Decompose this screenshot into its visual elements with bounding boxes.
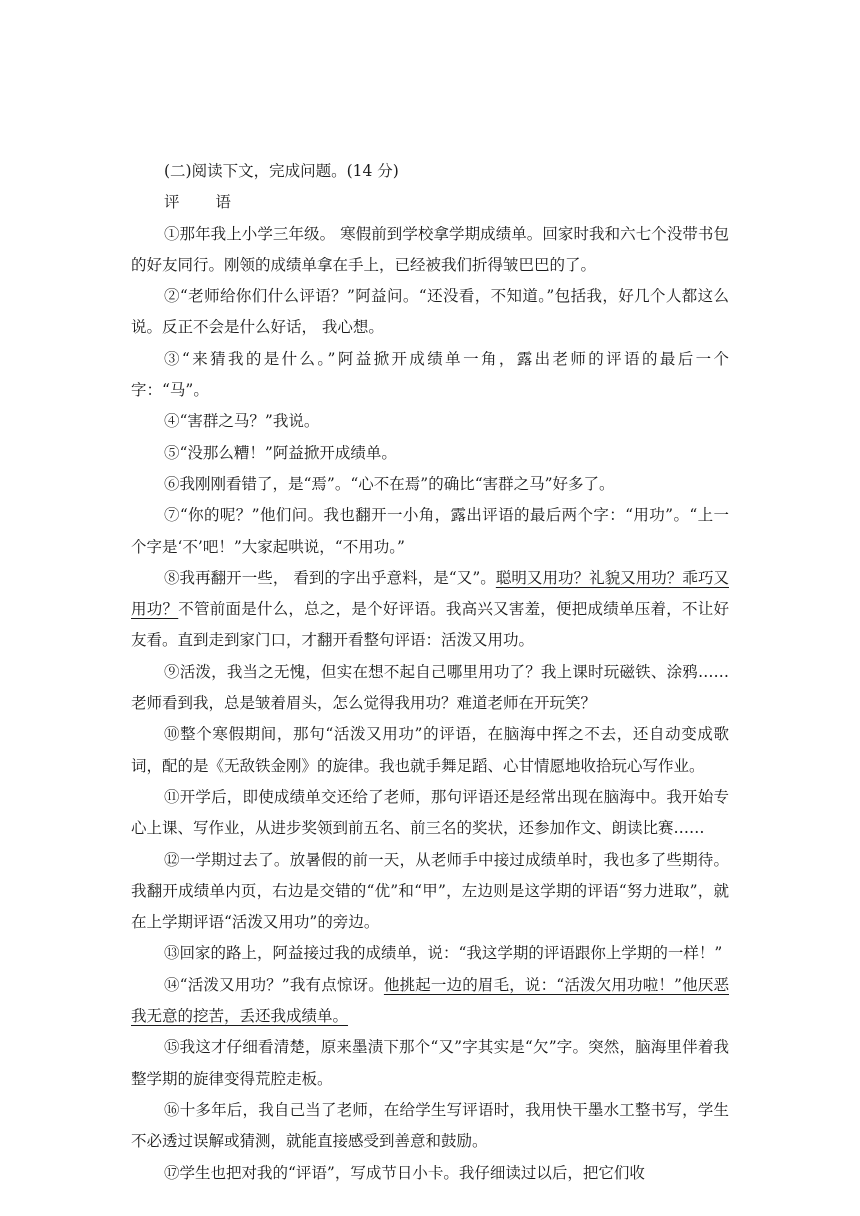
- underlined-sentence-1: 聪明又用功？礼貌又用功？乖巧又用功？: [131, 568, 729, 619]
- paragraph-8: [131, 563, 729, 657]
- paragraph-13: ⑬回家的路上，阿益接过我的成绩单，说：“我这学期的评语跟你上学期的一样！”: [164, 944, 723, 963]
- paragraph-14-lead: ⑭“活泼又用功？”我有点惊讶。: [164, 975, 384, 994]
- paragraph-15: ⑮我这才仔细看清楚，原来墨渍下那个“又”字其实是“欠”字。突然，脑海里伴着我整学期的旋律变得荒腔走板。: [131, 1038, 729, 1088]
- paragraph-14: [131, 970, 729, 1033]
- paragraph-12: ⑫一学期过去了。放暑假的前一天，从老师手中接过成绩单时，我也多了些期待。我翻开成绩单内页，右边是交错的“优”和“甲”，左边则是这学期的评语“努力进取”，就在上学期评语“活泼又用功”的旁边。: [131, 850, 729, 932]
- passage-body: [131, 156, 729, 1189]
- paragraph-8-tail: 不管前面是什么，总之，是个好评语。我高兴又害羞，便把成绩单压着，不让好友看。直到走到家门口，才翻开看整句评语：活泼又用功。: [131, 600, 729, 650]
- paragraph-5: ⑤“没那么糟！”阿益掀开成绩单。: [164, 443, 397, 462]
- passage-title-text: 评 语: [164, 193, 247, 212]
- paragraph-7: ⑦“你的呢？”他们问。我也翻开一小角，露出评语的最后两个字：“用功”。“上一个字是‘不’吧！”大家起哄说，“不用功。”: [131, 506, 729, 556]
- paragraph-17: ⑰学生也把对我的“评语”，写成节日小卡。我仔细读过以后，把它们收: [164, 1163, 645, 1182]
- paragraph-10: ⑩整个寒假期间，那句“活泼又用功”的评语，在脑海中挥之不去，还自动变成歌词，配的是《无敌铁金刚》的旋律。我也就手舞足蹈、心甘情愿地收拾玩心写作业。: [131, 725, 729, 775]
- paragraph-11: ⑪开学后，即使成绩单交还给了老师，那句评语还是经常出现在脑海中。我开始专心上课、写作业，从进步奖领到前五名、前三名的奖状，还参加作文、朗读比赛……: [131, 787, 729, 838]
- paragraph-8-lead: ⑧我再翻开一些， 看到的字出乎意料，是“又”。: [164, 568, 496, 587]
- paragraph-9: ⑨活泼，我当之无愧，但实在想不起自己哪里用功了？我上课时玩磁铁、涂鸦……老师看到我，总是皱着眉头，怎么觉得我用功？难道老师在开玩笑？: [131, 662, 729, 713]
- paragraph-16: ⑯十多年后，我自己当了老师，在给学生写评语时，我用快干墨水工整书写，学生不必透过误解或猜测，就能直接感受到善意和鼓励。: [131, 1100, 729, 1151]
- passage-title: [131, 187, 729, 218]
- paragraph-2: ②“老师给你们什么评语？”阿益问。“还没看，不知道。”包括我，好几个人都这么说。反正不会是什么好话， 我心想。: [131, 287, 729, 337]
- paragraph-6: ⑥我刚刚看错了，是“焉”。“心不在焉”的确比“害群之马”好多了。: [164, 474, 615, 493]
- paragraph-4: ④“害群之马？”我说。: [164, 412, 320, 431]
- paragraph-1: ①那年我上小学三年级。 寒假前到学校拿学期成绩单。回家时我和六七个没带书包的好友同行。刚领的成绩单拿在手上，已经被我们折得皱巴巴的了。: [131, 224, 729, 274]
- underlined-sentence-2: 他挑起一边的眉毛，说：“活泼欠用功啦！”他厌恶我无意的挖苦，丢还我成绩单。: [131, 975, 729, 1026]
- paragraph-3: ③“来猜我的是什么。”阿益掀开成绩单一角，露出老师的评语的最后一个字：“马”。: [131, 349, 729, 400]
- section-header: (二)阅读下文，完成问题。(14 分): [164, 162, 399, 180]
